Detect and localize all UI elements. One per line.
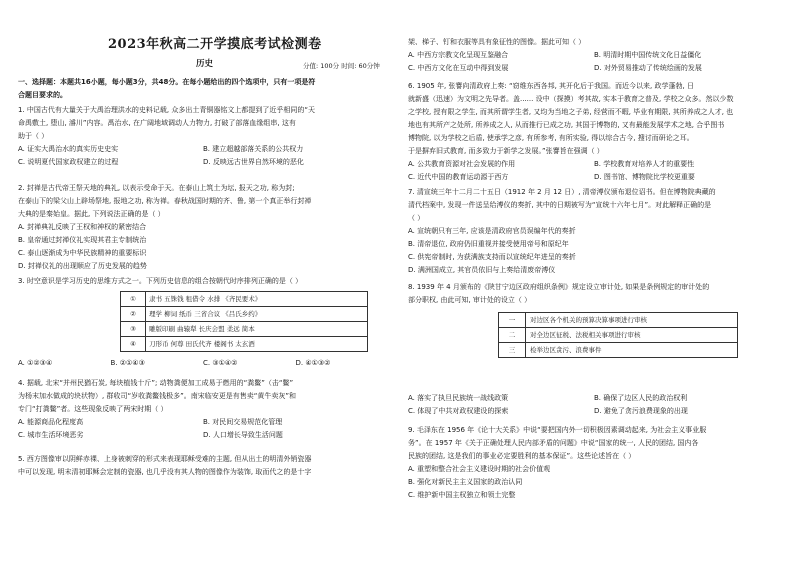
score-info: 分值: 100分 时间: 60分钟 [303, 62, 380, 70]
table-row: 一 对边区各个机关的预算决算事项进行审核 [499, 313, 738, 328]
q6-option-a[interactable]: A. 公共教育资源对社会发展的作用 [408, 160, 516, 168]
table-row: ② 理学 柳词 纸币 三省合议 《吕氏乡约》 [121, 307, 368, 322]
exam-title: 2023年秋高二开学摸底考试检测卷 [108, 37, 322, 52]
exam-subject: 历史 [196, 59, 214, 69]
q4-option-a[interactable]: A. 能源商品化程度高 [18, 418, 84, 426]
q7-option-a[interactable]: A. 宣统朝只有三年, 应该是清政府官员误编年代的奏折 [408, 227, 576, 235]
section-intro: 一、选择题：本题共16小题，每小题3分，共48分。在每小题给出的四个选项中，只有一项是符 合题目要求的。 [18, 78, 316, 99]
q4-option-d[interactable]: D. 人口增长导致生活问题 [203, 431, 283, 439]
q9-option-a[interactable]: A. 重塑和整合社会主义建设时期的社会价值观 [408, 465, 551, 473]
question-5-continued: 架、梯子、钉和衣服等具有象征性的图像。据此可知（ ） A. 中西方宗教文化呈现互鉴融合 B. 明清时期中国传统文化日益僵化 C. 中西方文化在互动中得到发展 D. 对外贸易推动了传统绘画的发展 [408, 36, 780, 75]
q7-option-d[interactable]: D. 满洲国成立, 其官员依旧与上奏给清废帝溥仪 [408, 266, 556, 274]
table-row: ④ 刀形币 何尊 田氏代齐 楼阁书 太玄酒 [121, 337, 368, 352]
q7-option-b[interactable]: B. 清帝退位, 政府仍旧重视并接受使用帝号和原纪年 [408, 240, 569, 248]
q4-option-b[interactable]: B. 对民间交易规范化管理 [203, 418, 283, 426]
question-9: 9. 毛泽东在 1956 年《论十大关系》中说“要把国内外一切积极因素调动起来, 为社会主义事业服 务”。在 1957 年《关于正确处理人民内部矛盾的问题》中说“国家的统一, 人民的团结, 国内各 民族的团结, 这是我们的事业必定要胜利的基本保证”。这些论述旨在（ ） A. 重塑和整合社会主义建设时期的社会价值观 B. 强化对新民主主义国家的政治认同 C. 维护新中国主权独立和领土完整 [408, 424, 780, 502]
q1-option-d[interactable]: D. 反映远古世界自然环境的恶化 [203, 158, 304, 166]
q8-option-a[interactable]: A. 落实了执旦民族统一战线政策 [408, 394, 509, 402]
q8-option-b[interactable]: B. 确保了边区人民的政治权利 [594, 394, 688, 402]
q5-option-d[interactable]: D. 对外贸易推动了传统绘画的发展 [594, 64, 702, 72]
q5-option-c[interactable]: C. 中西方文化在互动中得到发展 [408, 64, 509, 72]
q6-option-b[interactable]: B. 学校教育对培养人才的重要性 [594, 160, 695, 168]
q1-option-b[interactable]: B. 建立超越部落关系的公共权力 [203, 145, 304, 153]
q2-option-b[interactable]: B. 皇帝通过封禅仪礼实现其君主专制统治 [18, 236, 147, 244]
q2-option-c[interactable]: C. 泰山逐渐成为中华民族精神的重要标识 [18, 249, 147, 257]
q9-option-b[interactable]: B. 强化对新民主主义国家的政治认同 [408, 478, 523, 486]
question-4: 4. 据载, 北宋“并州民猶石炭, 每块植钱十斤”; 动物粪便加工成易于燃用的“粪鳖”（击“鳖” 为杨末加水做成的块状物）, 群收司“岁收粪鳖钱极多”。南宋临安更是有售卖“黄牛卖灰”和 专门“打粪鳖”者。这些现象反映了两宋时期（ ） A. 能源商品化程度高 B. 对民间交易规范化管理 C. 城市生活环境恶劣 D. 人口增长导致生活问题 [18, 377, 388, 442]
question-3: 3. 时空意识是学习历史的思维方式之一。下列历史信息的组合按朝代时序排列正确的是（ ） [18, 277, 303, 285]
question-8: 8. 1939 年 4 月颁布的《陕甘宁边区政府组织条例》规定设立审计处, 如果是条例规定的审计处的 部分职权, 由此可知, 审计处的设立（ ） [408, 283, 710, 304]
q2-option-a[interactable]: A. 封禅典礼反映了王权和神权的紧密结合 [18, 223, 147, 231]
q5-option-b[interactable]: B. 明清时期中国传统文化日益僵化 [594, 51, 702, 59]
q3-options [18, 357, 388, 370]
q6-option-c[interactable]: C. 近代中国的教育运动源于西方 [408, 173, 509, 181]
q4-option-c[interactable]: C. 城市生活环境恶劣 [18, 431, 84, 439]
table-row: 三 检举边区贪污、浪费事件 [499, 343, 738, 358]
q8-option-c[interactable]: C. 体现了中共对政权建设的探索 [408, 407, 509, 415]
table-row: ① 隶书 五铢钱 租借令 水排 《齐民要术》 [121, 292, 368, 307]
q3-option-d[interactable]: D. ④①③② [295, 359, 331, 367]
q6-option-d[interactable]: D. 图书馆、博物院比学校更重要 [594, 173, 695, 181]
question-2: 2. 封禅是古代帝王祭天地的典礼, 以表示受命于天。在泰山上筑土为坛, 报天之功, 称为封; 在泰山下的梁父山上辟场祭地, 报地之功, 称为禅。春秋战国时期的齐、鲁, 第一个真正举行封禅 大典的是秦始皇。据此, 下列说法正确的是（ ） A. 封禅典礼反映了王权和神权的紧密结合 B. 皇帝通过封禅仪礼实现其君主专制统治 C. 泰山逐渐成为中华民族精神的重要标识 D. 封禅仪礼的出现顺应了历史发展的趋势 [18, 182, 388, 273]
q7-option-c[interactable]: C. 供宪帝制时, 为获满族支持而以宣统纪年进呈的奏折 [408, 253, 576, 261]
q8-option-d[interactable]: D. 避免了贪污浪费现象的出现 [594, 407, 688, 415]
q2-option-d[interactable]: D. 封禅仪礼的出现顺应了历史发展的趋势 [18, 262, 147, 270]
question-7: 7. 清宣统三年十二月二十五日（1912 年 2 月 12 日）, 清帝溥仪颁布退位诏书。但在博物院典藏的 清代档案中, 发现一件送呈给溥仪的奏折, 其中的日期被写为“宣统十六年七月”。对此解释正确的是 （ ） A. 宣统朝只有三年, 应该是清政府官员误编年代的奏折 B. 清帝退位, 政府仍旧重视并接受使用帝号和原纪年 C. 供宪帝制时, 为获满族支持而以宣统纪年进呈的奏折 D. 满洲国成立, 其官员依旧与上奏给清废帝溥仪 [408, 186, 780, 277]
q1-option-c[interactable]: C. 说明夏代国家政权建立的过程 [18, 158, 119, 166]
q3-option-a[interactable]: A. ①②③④ [18, 359, 53, 367]
question-5: 5. 西方图像审以阴鲜赤裸、上身被刺穿的形式来表现耶稣受难的主题, 但从出土的明清外销瓷器 中可以发现, 明末清初耶稣会定制的瓷器, 也几乎没有其人物的图像作为装饰, 取而代之的是十字 [18, 455, 312, 476]
table-row: 二 对全边区征税、法税相关事项进行审核 [499, 328, 738, 343]
q3-option-b[interactable]: B. ②①④③ [110, 359, 145, 367]
q3-option-c[interactable]: C. ③①④② [203, 359, 238, 367]
q9-option-c[interactable]: C. 维护新中国主权独立和领土完整 [408, 491, 516, 499]
q8-options [408, 392, 780, 418]
q5-option-a[interactable]: A. 中西方宗教文化呈现互鉴融合 [408, 51, 509, 59]
q3-table [120, 291, 368, 352]
q1-option-a[interactable]: A. 证实大禹治水的真实历史史实 [18, 145, 119, 153]
question-6: 6. 1905 年, 张謇向清政府上奏: “窃维东西各邦, 其开化后于我国。而近今以来, 政学蓬勃, 日 就新盛（迅速）为文明之先导者。盖...... 设中（探摸）考其故, 实本于教育之普及, 学校之众多。然以少数 之学校, 授有限之学生, 而其所谓学生者, 又均为当地之子弟, 经营而不暇, 毕业有期限, 其所养成之人才, 也 地也有其所产之处所, 所养成之人, 从而推行已成之功, 其国于博物的, 又有最能发展学术之地, 合乎图书 博物院, 以为学校之后盾, 使承学之彦, 有所参考, 有所实验, 得以综合古今, 搜讨而研论之耳。 于是摒弃旧式教育, 而多致力于新学之发展。”张謇旨在强调（ ） A. 公共教育资源对社会发展的作用 B. 学校教育对培养人才的重要性 C. 近代中国的教育运动源于西方 D. 图书馆、博物院比学校更重要 [408, 80, 780, 184]
question-1: 1. 中国古代有大量关于大禹治理洪水的史料记载, 众多出土青铜器铭文上都提到了近乎相同的“天 命禹敷土, 堕山, 濬川”内容。禹治水, 在广阔地域调动人力物力, 打破了部落血缘组串, 这有 助于（ ） A. 证实大禹治水的真实历史史实 B. 建立超越部落关系的公共权力 C. 说明夏代国家政权建立的过程 D. 反映远古世界自然环境的恶化 [18, 104, 388, 169]
table-row: ③ 雕版印刷 曲辕犁 长庆会盟 柔远 简本 [121, 322, 368, 337]
q8-table [498, 312, 738, 358]
